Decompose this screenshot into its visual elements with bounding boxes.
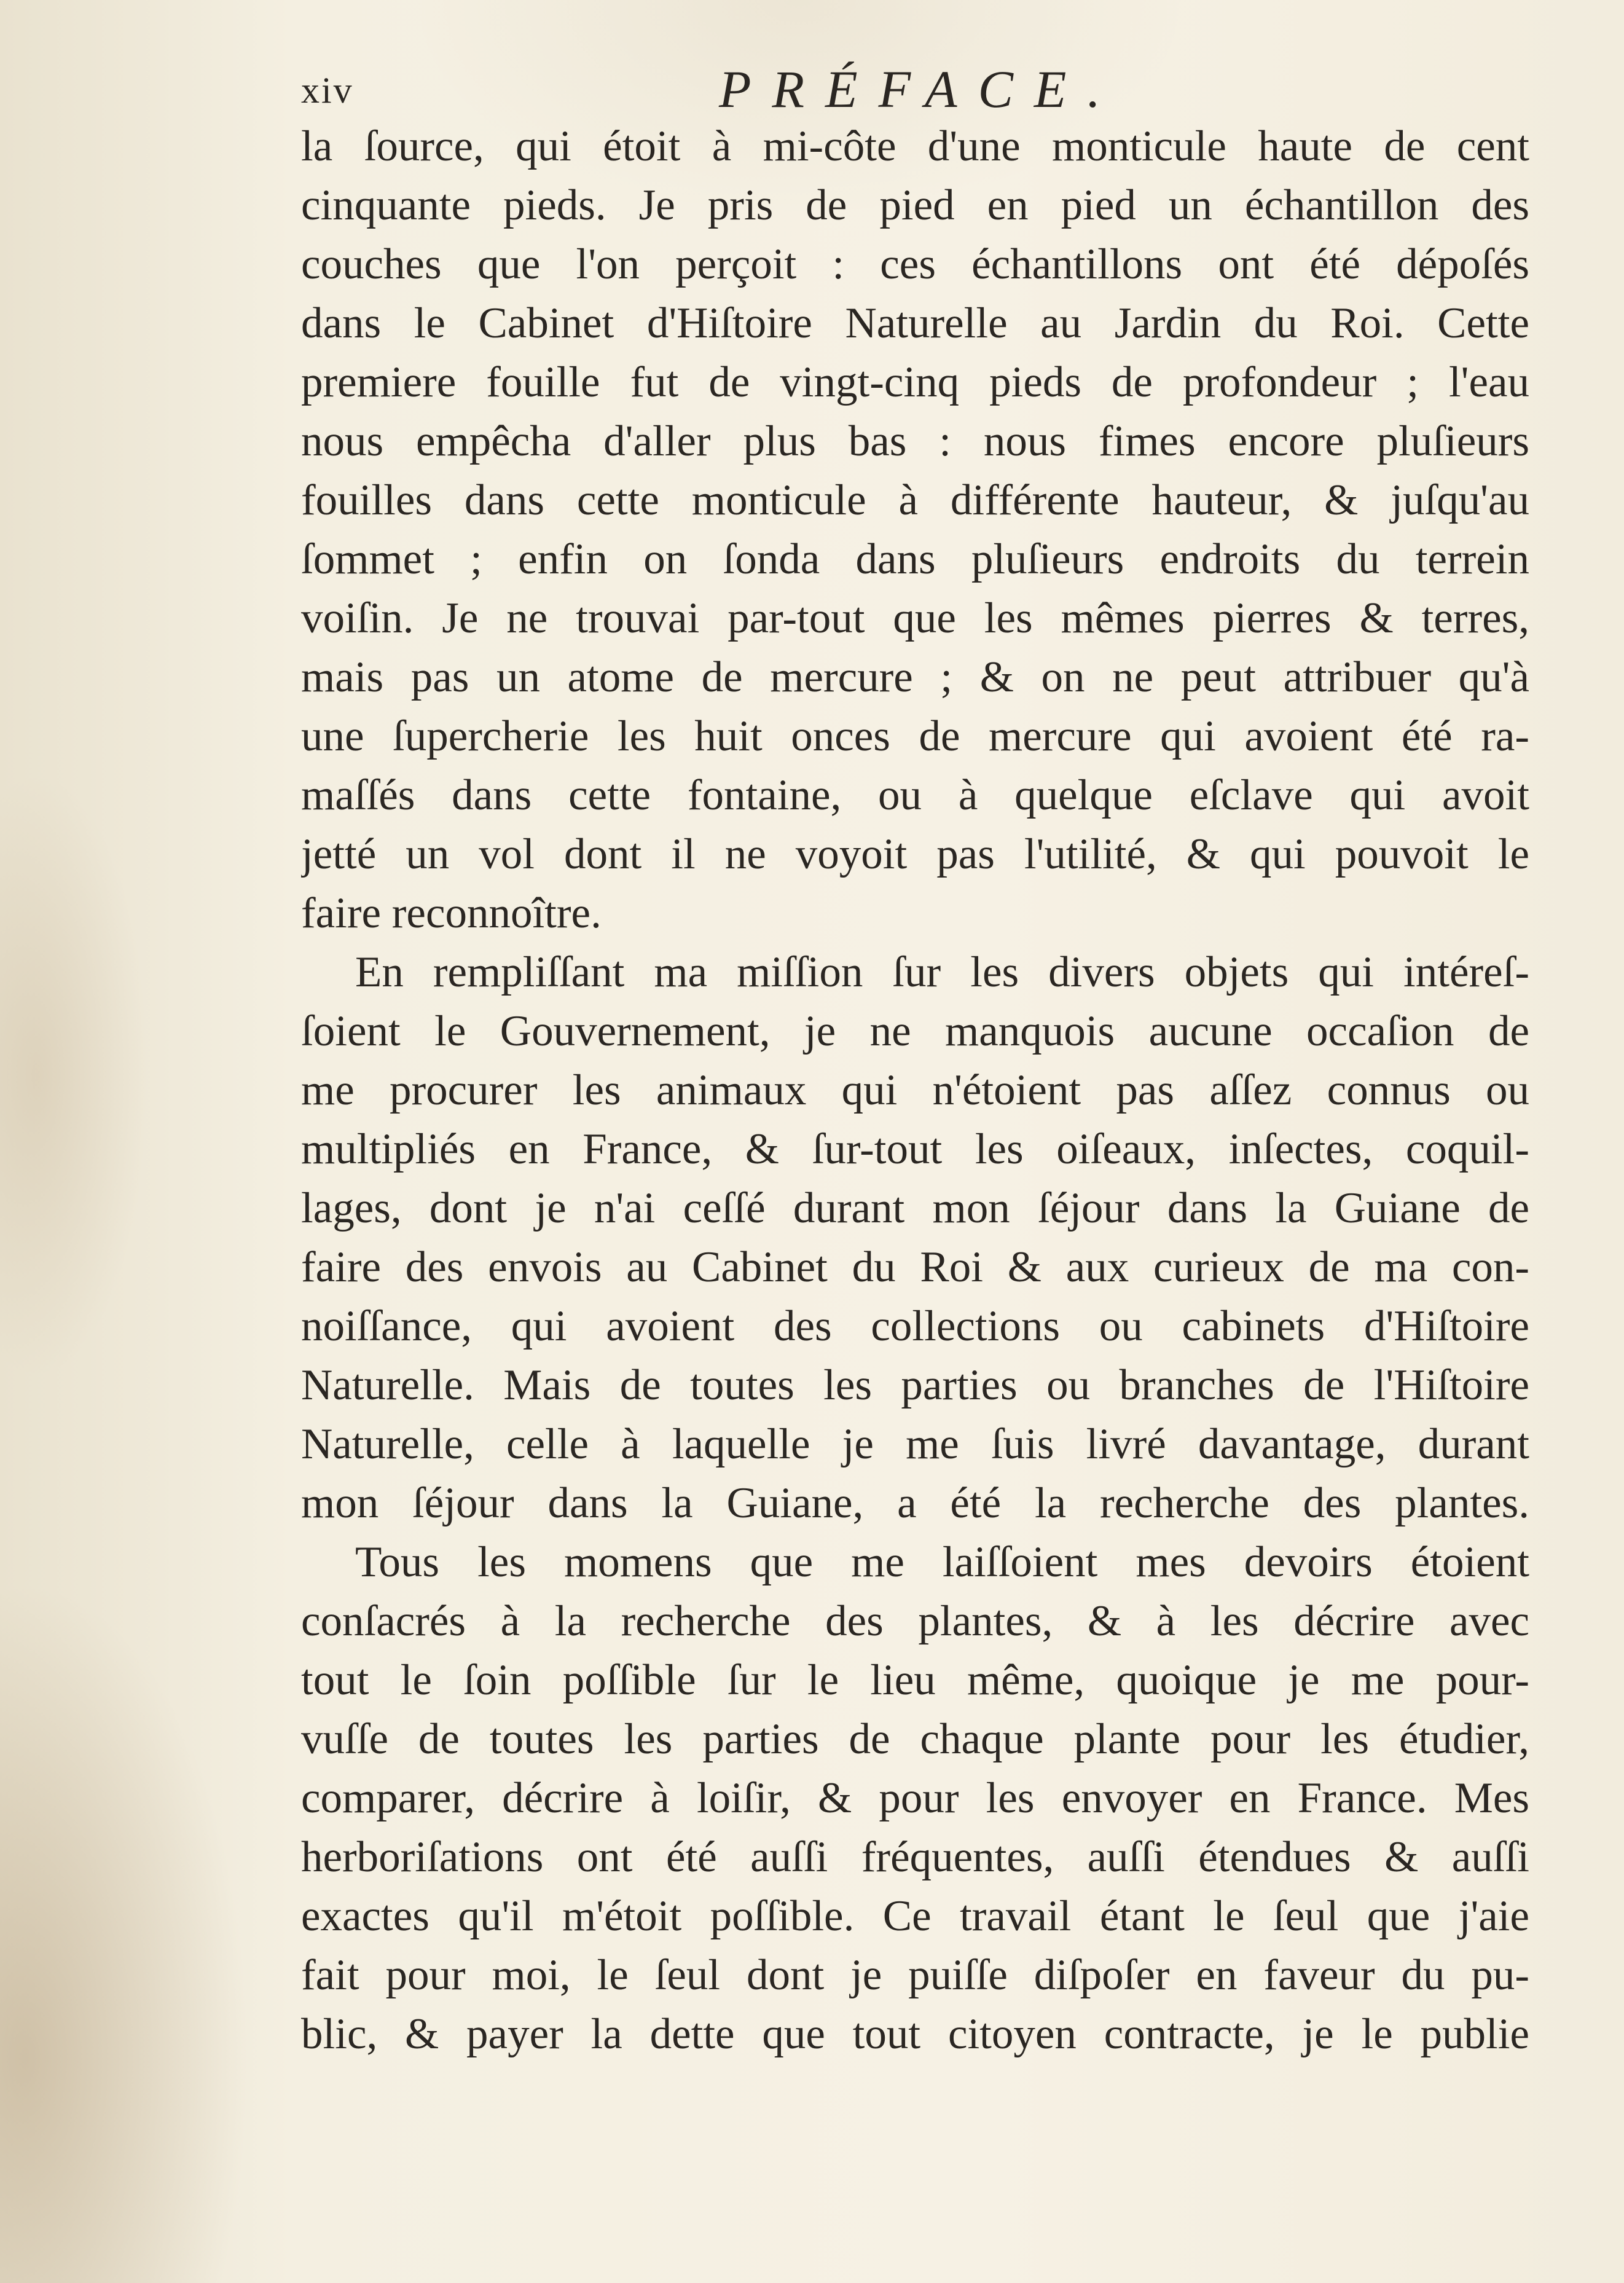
- text-line: lages, dont je n'ai ceſſé durant mon ſéjour dans la Guiane de: [301, 1184, 1529, 1232]
- text-line: ſommet ; enfin on ſonda dans pluſieurs endroits du terrein: [301, 535, 1529, 583]
- text-line: herboriſations ont été auſſi fréquentes, auſſi étendues & auſſi: [301, 1833, 1529, 1881]
- text-line: En rempliſſant ma miſſion ſur les divers objets qui intéreſ-: [355, 948, 1529, 996]
- text-line: ſoient le Gouvernement, je ne manquois aucune occaſion de: [301, 1007, 1529, 1055]
- text-line: la ſource, qui étoit à mi-côte d'une monticule haute de cent: [301, 122, 1529, 170]
- text-line: blic, & payer la dette que tout citoyen contracte, je le publie: [301, 2010, 1529, 2058]
- body-text: [301, 117, 1529, 2064]
- text-line: exactes qu'il m'étoit poſſible. Ce travail étant le ſeul que j'aie: [301, 1892, 1529, 1940]
- text-line: faire des envois au Cabinet du Roi & aux curieux de ma con-: [301, 1243, 1529, 1291]
- text-line: jetté un vol dont il ne voyoit pas l'utilité, & qui pouvoit le: [301, 830, 1529, 878]
- text-line: mais pas un atome de mercure ; & on ne peut attribuer qu'à: [301, 653, 1529, 701]
- text-line: tout le ſoin poſſible ſur le lieu même, quoique je me pour-: [301, 1656, 1529, 1704]
- paragraph-3: [301, 1533, 1529, 2064]
- text-line: nous empêcha d'aller plus bas : nous fimes encore pluſieurs: [301, 417, 1529, 465]
- text-line: premiere fouille fut de vingt-cinq pieds de profondeur ; l'eau: [301, 358, 1529, 406]
- text-line: fouilles dans cette monticule à différente hauteur, & juſqu'au: [301, 476, 1529, 524]
- page-number: xiv: [301, 70, 354, 111]
- text-line: vuſſe de toutes les parties de chaque plante pour les étudier,: [301, 1715, 1529, 1763]
- page-header: [301, 58, 1530, 120]
- text-line: me procurer les animaux qui n'étoient pas aſſez connus ou: [301, 1066, 1529, 1114]
- text-line: fait pour moi, le ſeul dont je puiſſe diſpoſer en faveur du pu-: [301, 1951, 1529, 1999]
- text-line: conſacrés à la recherche des plantes, & à les décrire avec: [301, 1597, 1529, 1645]
- text-line: cinquante pieds. Je pris de pied en pied un échantillon des: [301, 181, 1529, 229]
- text-line: dans le Cabinet d'Hiſtoire Naturelle au Jardin du Roi. Cette: [301, 299, 1529, 347]
- running-title: PRÉFACE.: [719, 60, 1121, 119]
- text-line: multipliés en France, & ſur-tout les oiſeaux, inſectes, coquil-: [301, 1125, 1529, 1173]
- text-line: couches que l'on perçoit : ces échantillons ont été dépoſés: [301, 240, 1529, 288]
- text-line: mon ſéjour dans la Guiane, a été la recherche des plantes.: [301, 1479, 1529, 1527]
- text-line: faire reconnoître.: [301, 889, 602, 937]
- text-line: maſſés dans cette fontaine, ou à quelque eſclave qui avoit: [301, 771, 1529, 819]
- paragraph-1: [301, 117, 1529, 943]
- text-line: voiſin. Je ne trouvai par-tout que les mêmes pierres & terres,: [301, 594, 1529, 642]
- text-line: comparer, décrire à loiſir, & pour les envoyer en France. Mes: [301, 1774, 1529, 1822]
- text-line: Tous les momens que me laiſſoient mes devoirs étoient: [355, 1538, 1529, 1586]
- text-line: Naturelle, celle à laquelle je me ſuis livré davantage, durant: [301, 1420, 1529, 1468]
- paragraph-2: [301, 943, 1529, 1533]
- text-line: noiſſance, qui avoient des collections ou cabinets d'Hiſtoire: [301, 1302, 1529, 1350]
- text-line: Naturelle. Mais de toutes les parties ou branches de l'Hiſtoire: [301, 1361, 1529, 1409]
- text-line: une ſupercherie les huit onces de mercure qui avoient été ra-: [301, 712, 1529, 760]
